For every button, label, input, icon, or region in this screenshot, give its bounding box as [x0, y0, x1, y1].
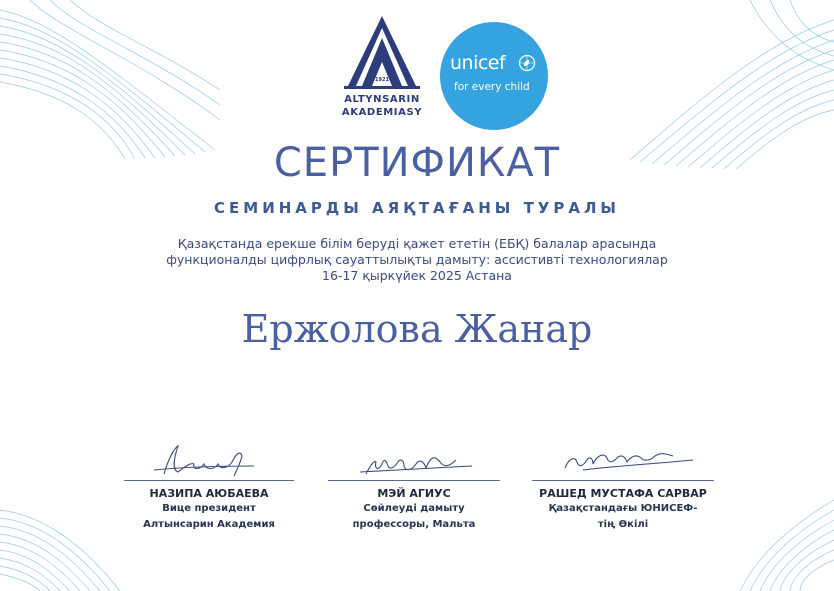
certificate-subtitle: СЕМИНАРДЫ АЯҚТАҒАНЫ ТУРАЛЫ	[214, 199, 620, 217]
signature-3	[543, 440, 703, 480]
signature-1	[144, 440, 274, 480]
signatory-3-role-line1: Қазақстандағы ЮНИСЕФ-	[548, 503, 698, 514]
wave-top-left	[0, 0, 220, 160]
logo-group	[330, 14, 550, 126]
signatory-1-name: НАЗИПА АЮБАЕВА	[149, 487, 269, 500]
description-line-1: Қазақстанда ерекше білім беруді қажет ететін (ЕБҚ) балалар арасында	[177, 236, 657, 251]
unicef-tagline: for every child	[454, 81, 530, 93]
signatory-3	[528, 440, 718, 532]
altynsarin-line1: ALTYNSARIN	[344, 94, 420, 105]
certificate-title: СЕРТИФИКАТ	[273, 140, 561, 186]
signature-line-3	[532, 480, 714, 481]
signature-line-1	[124, 480, 294, 481]
description-line-3: 16-17 қыркүйек 2025 Астана	[322, 268, 512, 283]
signature-2	[344, 440, 484, 480]
signature-line-2	[328, 480, 500, 481]
wave-bottom-right	[720, 470, 834, 591]
description-line-2: функционалды цифрлық сауаттылықты дамыту: ассистивті технологиялар	[166, 252, 668, 267]
signatory-1-role-line2: Алтынсарин Академия	[143, 519, 275, 530]
signatory-1-role-line1: Вице президент	[162, 503, 256, 514]
unicef-logo	[440, 22, 548, 130]
altynsarin-year: 1921	[375, 77, 389, 83]
signatory-2-name: МЭЙ АГИУС	[377, 487, 451, 500]
recipient-name: Ержолова Жанар	[241, 307, 593, 351]
unicef-globe-icon	[518, 54, 536, 72]
altynsarin-logo	[330, 14, 434, 124]
seminar-description	[0, 236, 834, 284]
altynsarin-line2: AKADEMIASY	[341, 107, 423, 118]
signatory-2-role-line1: Сөйлеуді дамыту	[363, 503, 465, 514]
signatory-1	[120, 440, 298, 532]
signatory-2	[324, 440, 504, 532]
unicef-wordmark: unicef	[450, 52, 506, 74]
wave-bottom-left	[0, 470, 140, 591]
signatory-3-name: РАШЕД МУСТАФА САРВАР	[539, 487, 707, 500]
signatory-3-role-line2: тің Өкілі	[597, 519, 649, 530]
signatory-2-role-line2: профессоры, Мальта	[352, 519, 476, 530]
